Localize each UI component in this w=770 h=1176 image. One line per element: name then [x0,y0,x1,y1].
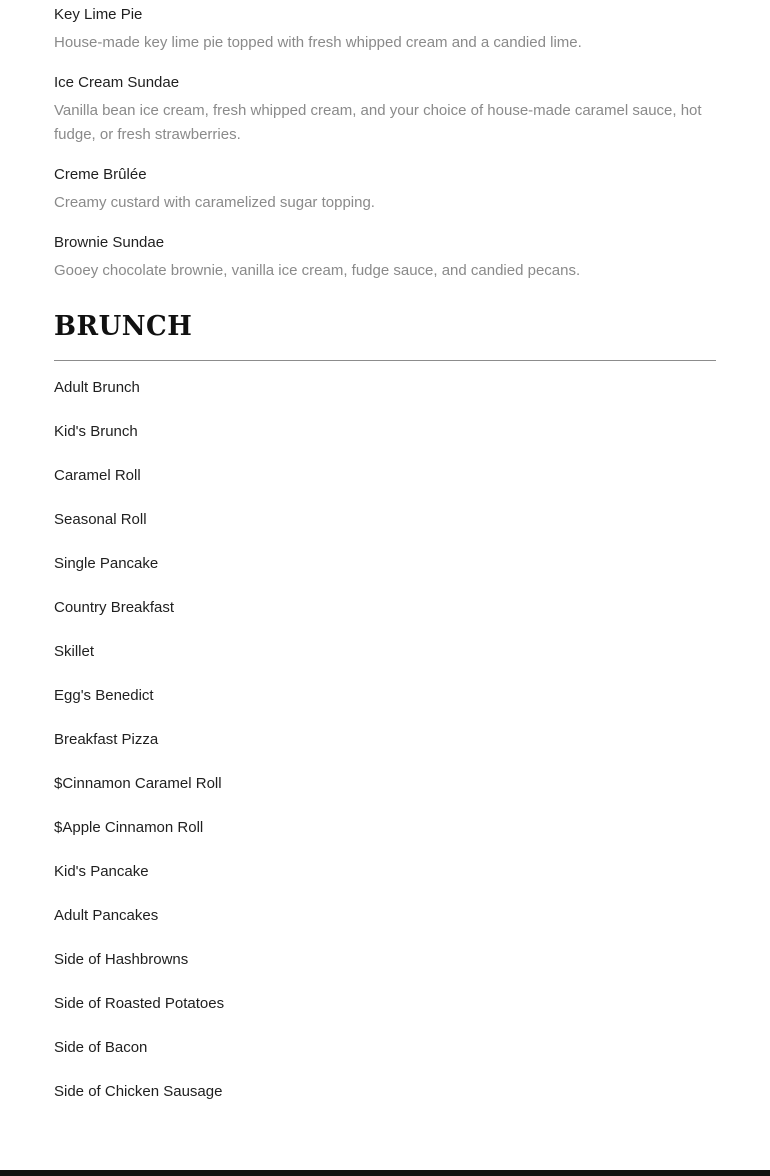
menu-item-description: House-made key lime pie topped with fresh whipped cream and a candied lime. [54,34,582,51]
menu-item-side-of-bacon[interactable]: Side of Bacon [54,1039,148,1056]
menu-item-name: Ice Cream Sundae [54,74,180,91]
menu-item-apple-cinnamon-roll[interactable]: $Apple Cinnamon Roll [54,819,204,836]
dessert-menu-list [54,5,716,283]
menu-item-country-breakfast[interactable]: Country Breakfast [54,599,175,616]
menu-item-eggs-benedict[interactable]: Egg's Benedict [54,687,154,704]
menu-item-caramel-roll[interactable]: Caramel Roll [54,467,141,484]
menu-content [54,0,716,1126]
menu-item-adult-pancakes[interactable]: Adult Pancakes [54,907,159,924]
menu-item-name: Brownie Sundae [54,234,165,251]
menu-item-single-pancake[interactable]: Single Pancake [54,555,159,572]
menu-item-brownie-sundae[interactable] [54,233,716,283]
menu-item-creme-brulee[interactable] [54,165,716,215]
menu-item-side-of-chicken-sausage[interactable]: Side of Chicken Sausage [54,1083,223,1100]
menu-item-name: Creme Brûlée [54,166,147,183]
menu-item-description: Gooey chocolate brownie, vanilla ice cream, fudge sauce, and candied pecans. [54,262,581,279]
menu-item-key-lime-pie[interactable] [54,5,716,55]
menu-item-skillet[interactable]: Skillet [54,643,95,660]
menu-item-ice-cream-sundae[interactable] [54,73,716,147]
section-title-brunch: BRUNCH [54,311,193,343]
menu-item-seasonal-roll[interactable]: Seasonal Roll [54,511,147,528]
menu-item-description: Vanilla bean ice cream, fresh whipped cream, and your choice of house-made caramel sauce, hot fudge, or fresh strawberries. [54,102,702,143]
brunch-menu-list [54,378,716,1126]
menu-item-adult-brunch[interactable]: Adult Brunch [54,379,140,396]
menu-item-breakfast-pizza[interactable]: Breakfast Pizza [54,731,159,748]
menu-item-side-of-hashbrowns[interactable]: Side of Hashbrowns [54,951,189,968]
footer-bar [0,1170,770,1176]
menu-item-kids-pancake[interactable]: Kid's Pancake [54,863,149,880]
section-divider [54,360,716,361]
menu-item-kids-brunch[interactable]: Kid's Brunch [54,423,138,440]
menu-item-description: Creamy custard with caramelized sugar topping. [54,194,375,211]
menu-item-cinnamon-caramel-roll[interactable]: $Cinnamon Caramel Roll [54,775,222,792]
menu-item-name: Key Lime Pie [54,6,143,23]
menu-item-side-of-roasted-potatoes[interactable]: Side of Roasted Potatoes [54,995,225,1012]
